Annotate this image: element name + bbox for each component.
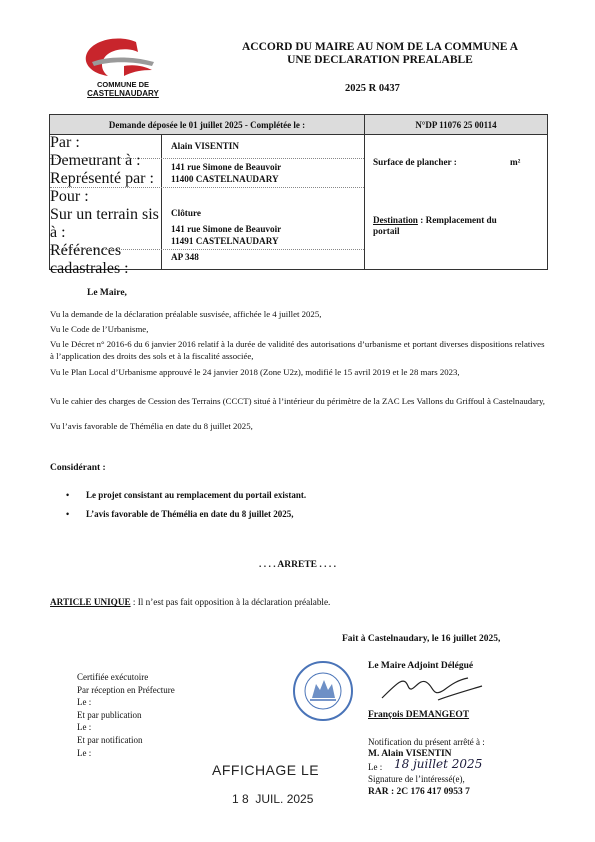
- signatory-name: François DEMANGEOT: [368, 710, 470, 720]
- vu-4: Vu le Plan Local d’Urbanisme approuvé le 24 janvier 2018 (Zone U2z), modifié le 15 avril 2019 et le 28 mars 2023,: [50, 367, 460, 377]
- destination-value-1: Remplacement du: [425, 215, 497, 225]
- row-separator: [50, 249, 364, 250]
- vu-2: Vu le Code de l’Urbanisme,: [50, 324, 149, 334]
- article-label: ARTICLE UNIQUE: [50, 597, 131, 607]
- logo-line2: CASTELNAUDARY: [87, 89, 159, 98]
- le-maire: Le Maire,: [87, 288, 127, 298]
- certif-line: Et par notification: [77, 734, 143, 745]
- affichage-date: 1 8 JUIL. 2025: [232, 792, 314, 806]
- mairie-stamp: [290, 660, 356, 722]
- maire-adjoint: Le Maire Adjoint Délégué: [368, 661, 474, 671]
- mayor-signature-icon: [378, 672, 488, 706]
- vu-6: Vu l’avis favorable de Thémélia en date du 8 juillet 2025,: [50, 421, 253, 431]
- vu-1: Vu la demande de la déclaration préalable susvisée, affichée le 4 juillet 2025,: [50, 309, 322, 319]
- logo-line1: COMMUNE DE: [96, 80, 150, 89]
- box-header-divider: [364, 115, 365, 269]
- par-label: Par :: [50, 134, 80, 151]
- certif-line: Le :: [77, 722, 92, 733]
- destination-label: Destination: [373, 215, 418, 225]
- demeurant-label: Demeurant à :: [50, 152, 141, 169]
- demeurant-value-2: 11400 CASTELNAUDARY: [171, 174, 279, 184]
- demeurant-value-1: 141 rue Simone de Beauvoir: [171, 162, 282, 172]
- certif-line: Par réception en Préfecture: [77, 684, 175, 695]
- article-unique: [50, 597, 330, 607]
- surface-unit: m²: [510, 157, 521, 167]
- terrain-value-1: 141 rue Simone de Beauvoir: [171, 224, 282, 234]
- par-value: Alain VISENTIN: [171, 141, 239, 151]
- bullet-dot-1: •: [66, 490, 70, 500]
- le-label: Le :: [368, 762, 383, 772]
- article-text: : Il n’est pas fait opposition à la déclaration préalable.: [130, 597, 331, 607]
- seal-icon: [290, 660, 356, 722]
- represente-label: Représenté par :: [50, 170, 154, 187]
- fait-a: Fait à Castelnaudary, le 16 juillet 2025,: [342, 634, 501, 644]
- refs-value: AP 348: [171, 252, 199, 262]
- deposit-date: Demande déposée le 01 juillet 2025 - Complétée le :: [108, 120, 306, 130]
- handwritten-date: 18 juillet 2025: [394, 757, 483, 771]
- terrain-label: Sur un terrain sis à :: [50, 206, 159, 241]
- considerant-heading: Considérant :: [50, 463, 106, 473]
- vu-5: Vu le cahier des charges de Cession des Terrains (CCCT) situé à l’intérieur du périmètre de la ZAC Les Vallons du Griffoul à Castelnaudary,: [50, 396, 546, 406]
- bullet-2: L’avis favorable de Thémélia en date du 8 juillet 2025,: [86, 509, 294, 519]
- destination-value-2: portail: [373, 226, 400, 236]
- arrete-heading: . . . . ARRETE . . . .: [258, 560, 337, 570]
- rar-number: RAR : 2C 176 417 0953 7: [368, 787, 470, 797]
- affichage-stamp: AFFICHAGE LE: [212, 762, 320, 778]
- certif-line: Et par publication: [77, 709, 142, 720]
- castelnaudary-logo-icon: [78, 36, 168, 82]
- destination-block: [373, 215, 543, 237]
- reference-number: 2025 R 0437: [345, 83, 400, 94]
- row-separator: [50, 158, 364, 159]
- row-separator: [50, 187, 364, 188]
- bullet-dot-2: •: [66, 509, 70, 519]
- certif-line: Certifiée exécutoire: [77, 672, 149, 682]
- vu-3: Vu le Décret n° 2016-6 du 6 janvier 2016 relatif à la durée de validité des autorisations d’urbanisme et portant diverses dispositions relatives à l’application des droits des sols et à la fiscalité associée,: [50, 339, 545, 361]
- notification-label: Notification du présent arrêté à :: [368, 737, 485, 747]
- commune-logo: [78, 36, 168, 102]
- surface-label: Surface de plancher :: [373, 157, 457, 167]
- dp-number: N°DP 11076 25 00114: [415, 120, 497, 130]
- title-line1: ACCORD DU MAIRE AU NOM DE LA COMMUNE A: [242, 41, 518, 53]
- pour-value: Clôture: [171, 208, 201, 218]
- bullet-1: Le projet consistant au remplacement du portail existant.: [86, 490, 307, 500]
- certif-line: Le :: [77, 697, 92, 708]
- certif-line: Le :: [77, 747, 92, 758]
- destination-sep: :: [417, 215, 426, 225]
- title-line2: UNE DECLARATION PREALABLE: [287, 54, 473, 66]
- signature-label: Signature de l’intéressé(e),: [368, 774, 465, 784]
- terrain-value-2: 11491 CASTELNAUDARY: [171, 236, 279, 246]
- request-box: [49, 114, 548, 277]
- pour-label: Pour :: [50, 188, 89, 205]
- certification-block: [77, 671, 175, 759]
- recipient-name: M. Alain VISENTIN: [368, 749, 452, 759]
- refs-label: Références cadastrales :: [50, 242, 129, 277]
